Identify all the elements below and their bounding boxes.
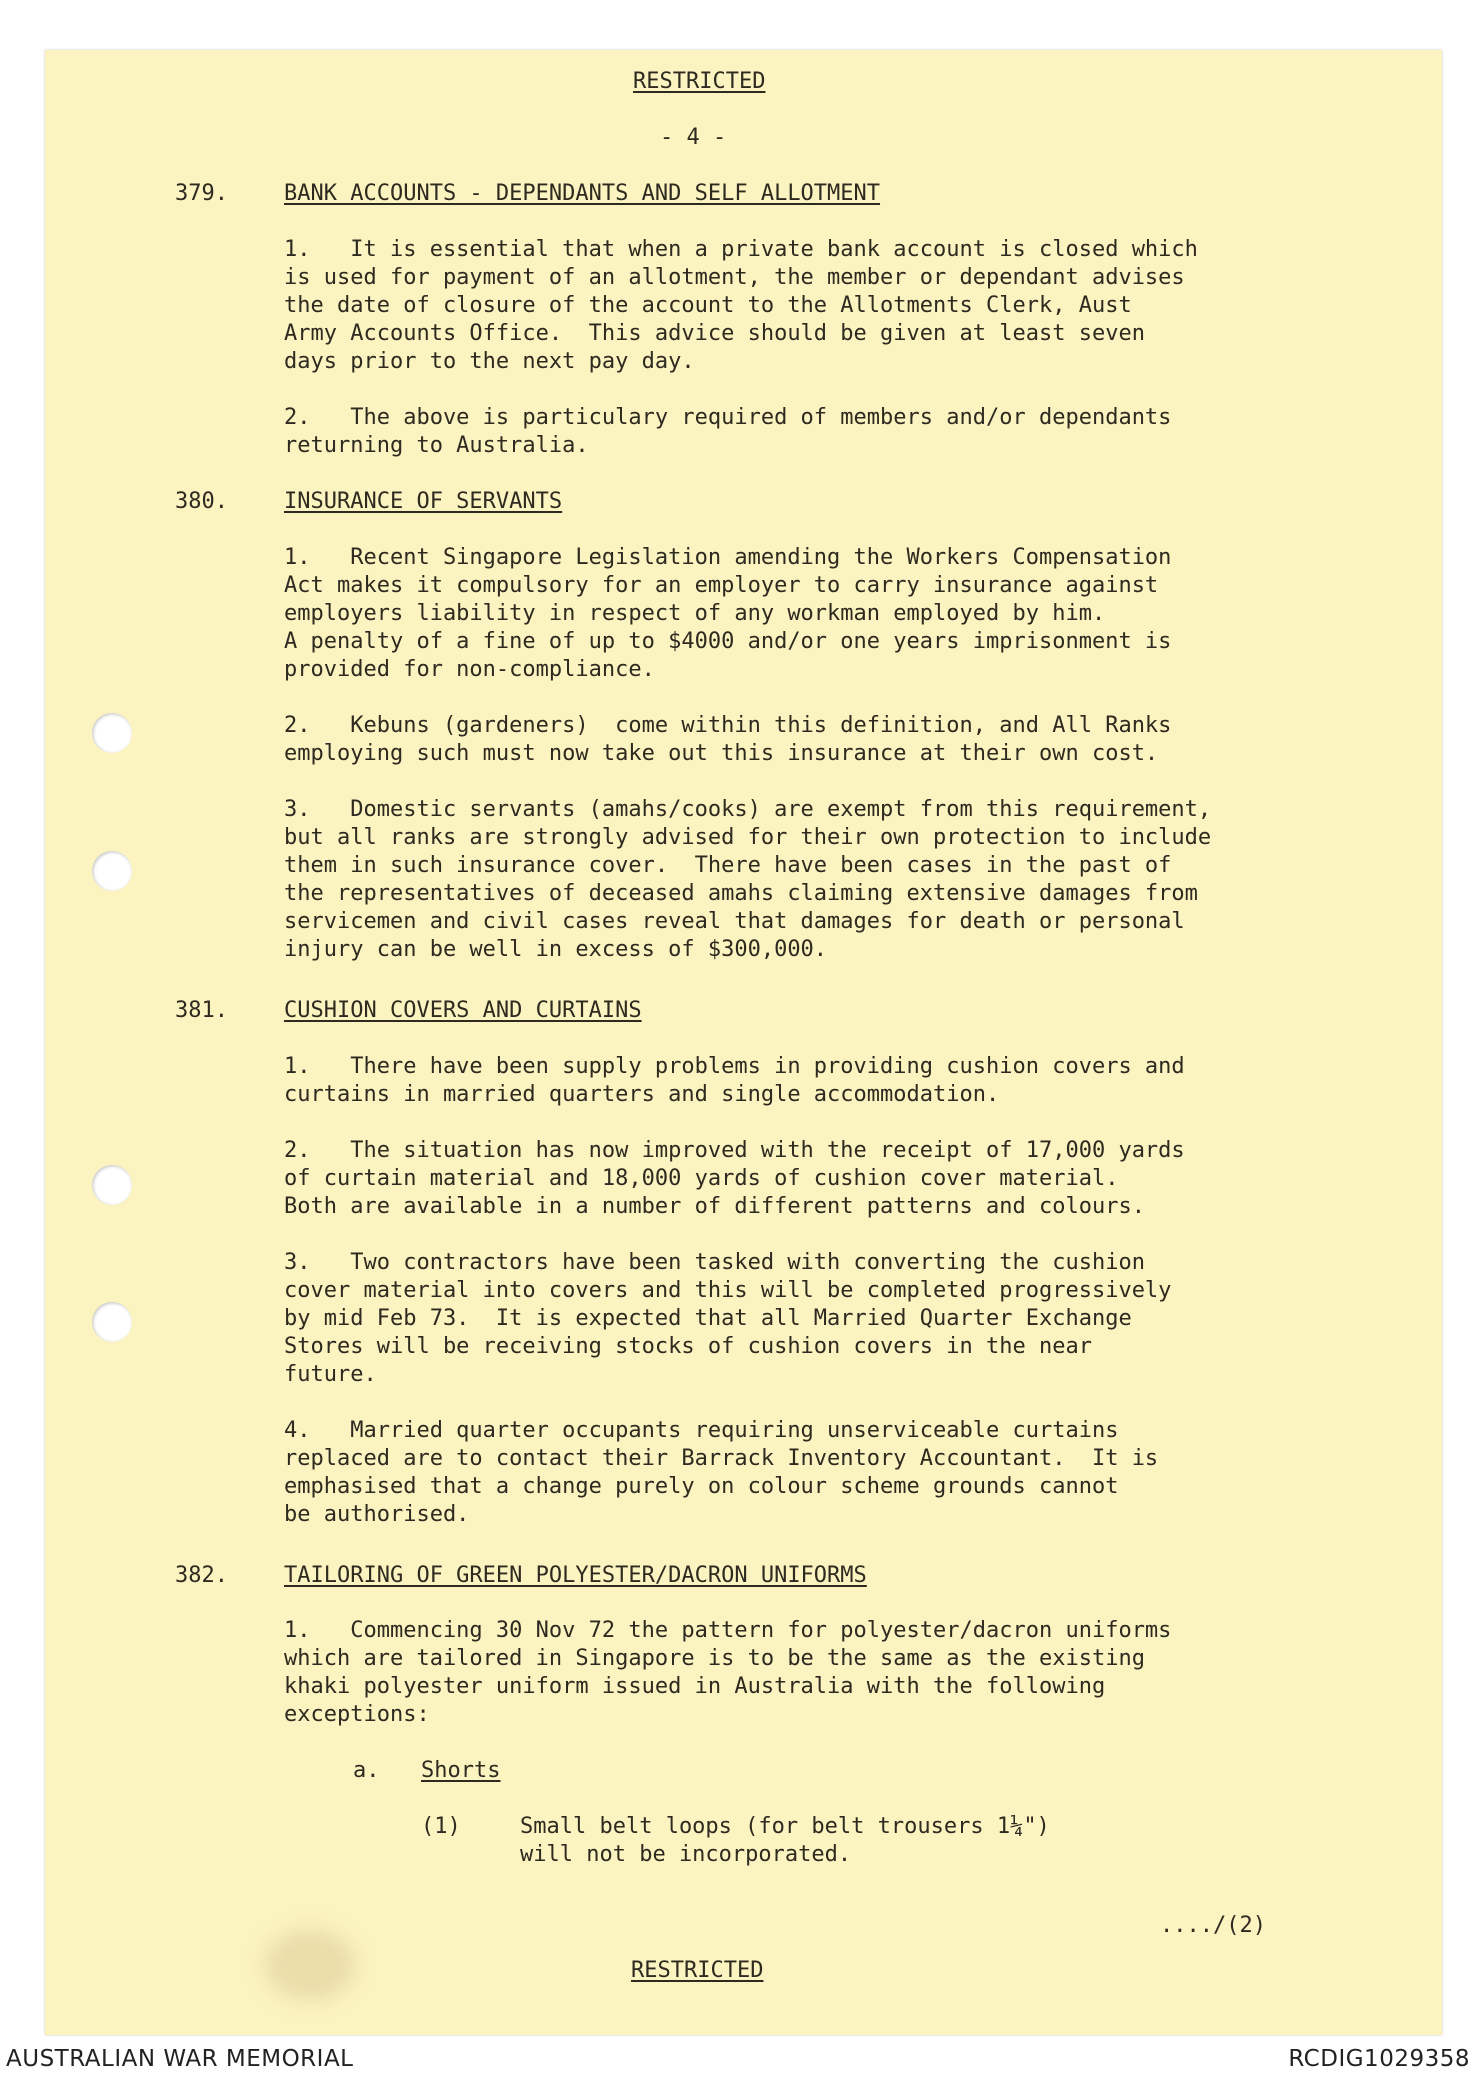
subsection-letter: a. [353,1758,380,1783]
paragraph: 3. Two contractors have been tasked with converting the cushion cover material into covers and this will be completed progressively by mid Feb 73. It is expected that all Married Quarter Exchange Stores will be receiving stocks of cushion covers in the near future. [284,1250,1172,1387]
paragraph: 2. Kebuns (gardeners) come within this definition, and All Ranks employing such must now take out this insurance at their own cost. [284,713,1172,766]
header-classification: RESTRICTED [633,69,766,94]
paragraph: 1. Commencing 30 Nov 72 the pattern for polyester/dacron uniforms which are tailored in Singapore is to be the same as the existing khaki polyester uniform issued in Australia with the following exceptions: [284,1618,1172,1727]
paragraph: 1. Recent Singapore Legislation amending the Workers Compensation Act makes it compulsory for an employer to carry insurance against employers liability in respect of any workman employed by him. A penalty of a fine of up to $4000 and/or one years imprisonment is provided for non-compliance. [284,545,1172,682]
paper-stain [265,1930,355,2000]
section-title: INSURANCE OF SERVANTS [284,489,563,514]
continuation-marker: ..../(2) [1160,1913,1266,1938]
watermark-left: AUSTRALIAN WAR MEMORIAL [6,2046,354,2072]
subitem-text: Small belt loops (for belt trousers 1¼") will not be incorporated. [520,1814,1050,1867]
section-number: 382. [175,1563,228,1588]
punch-hole [92,713,132,753]
page-number: - 4 - [660,125,727,150]
punch-hole [92,851,132,891]
paragraph: 2. The situation has now improved with the receipt of 17,000 yards of curtain material and 18,000 yards of cushion cover material. Both are available in a number of different patterns and colours. [284,1138,1185,1219]
section-title: CUSHION COVERS AND CURTAINS [284,998,642,1023]
punch-hole [92,1302,132,1342]
paragraph: 4. Married quarter occupants requiring unserviceable curtains replaced are to contact their Barrack Inventory Accountant. It is emphasised that a change purely on colour scheme grounds cannot be authorised. [284,1418,1159,1527]
punch-hole [92,1165,132,1205]
section-number: 379. [175,181,228,206]
paragraph: 1. It is essential that when a private bank account is closed which is used for payment of an allotment, the member or dependant advises the date of closure of the account to the Allotments Clerk, Aust Army Accounts Office. This advice should be given at least seven days prior to the next pay day. [284,237,1198,374]
section-number: 380. [175,489,228,514]
paragraph: 2. The above is particulary required of members and/or dependants returning to Australia. [284,405,1172,458]
section-title: TAILORING OF GREEN POLYESTER/DACRON UNIFORMS [284,1563,867,1588]
section-number: 381. [175,998,228,1023]
paragraph: 1. There have been supply problems in providing cushion covers and curtains in married quarters and single accommodation. [284,1054,1185,1107]
subitem-number: (1) [421,1814,461,1839]
section-title: BANK ACCOUNTS - DEPENDANTS AND SELF ALLOTMENT [284,181,881,206]
subsection-title: Shorts [421,1758,501,1783]
paragraph: 3. Domestic servants (amahs/cooks) are exempt from this requirement, but all ranks are strongly advised for their own protection to include them in such insurance cover. There have been cases in the past of the representatives of deceased amahs claiming extensive damages from servicemen and civil cases reveal that damages for death or personal injury can be well in excess of $300,000. [284,797,1212,962]
watermark-right: RCDIG1029358 [1288,2046,1470,2072]
footer-classification: RESTRICTED [631,1958,764,1983]
